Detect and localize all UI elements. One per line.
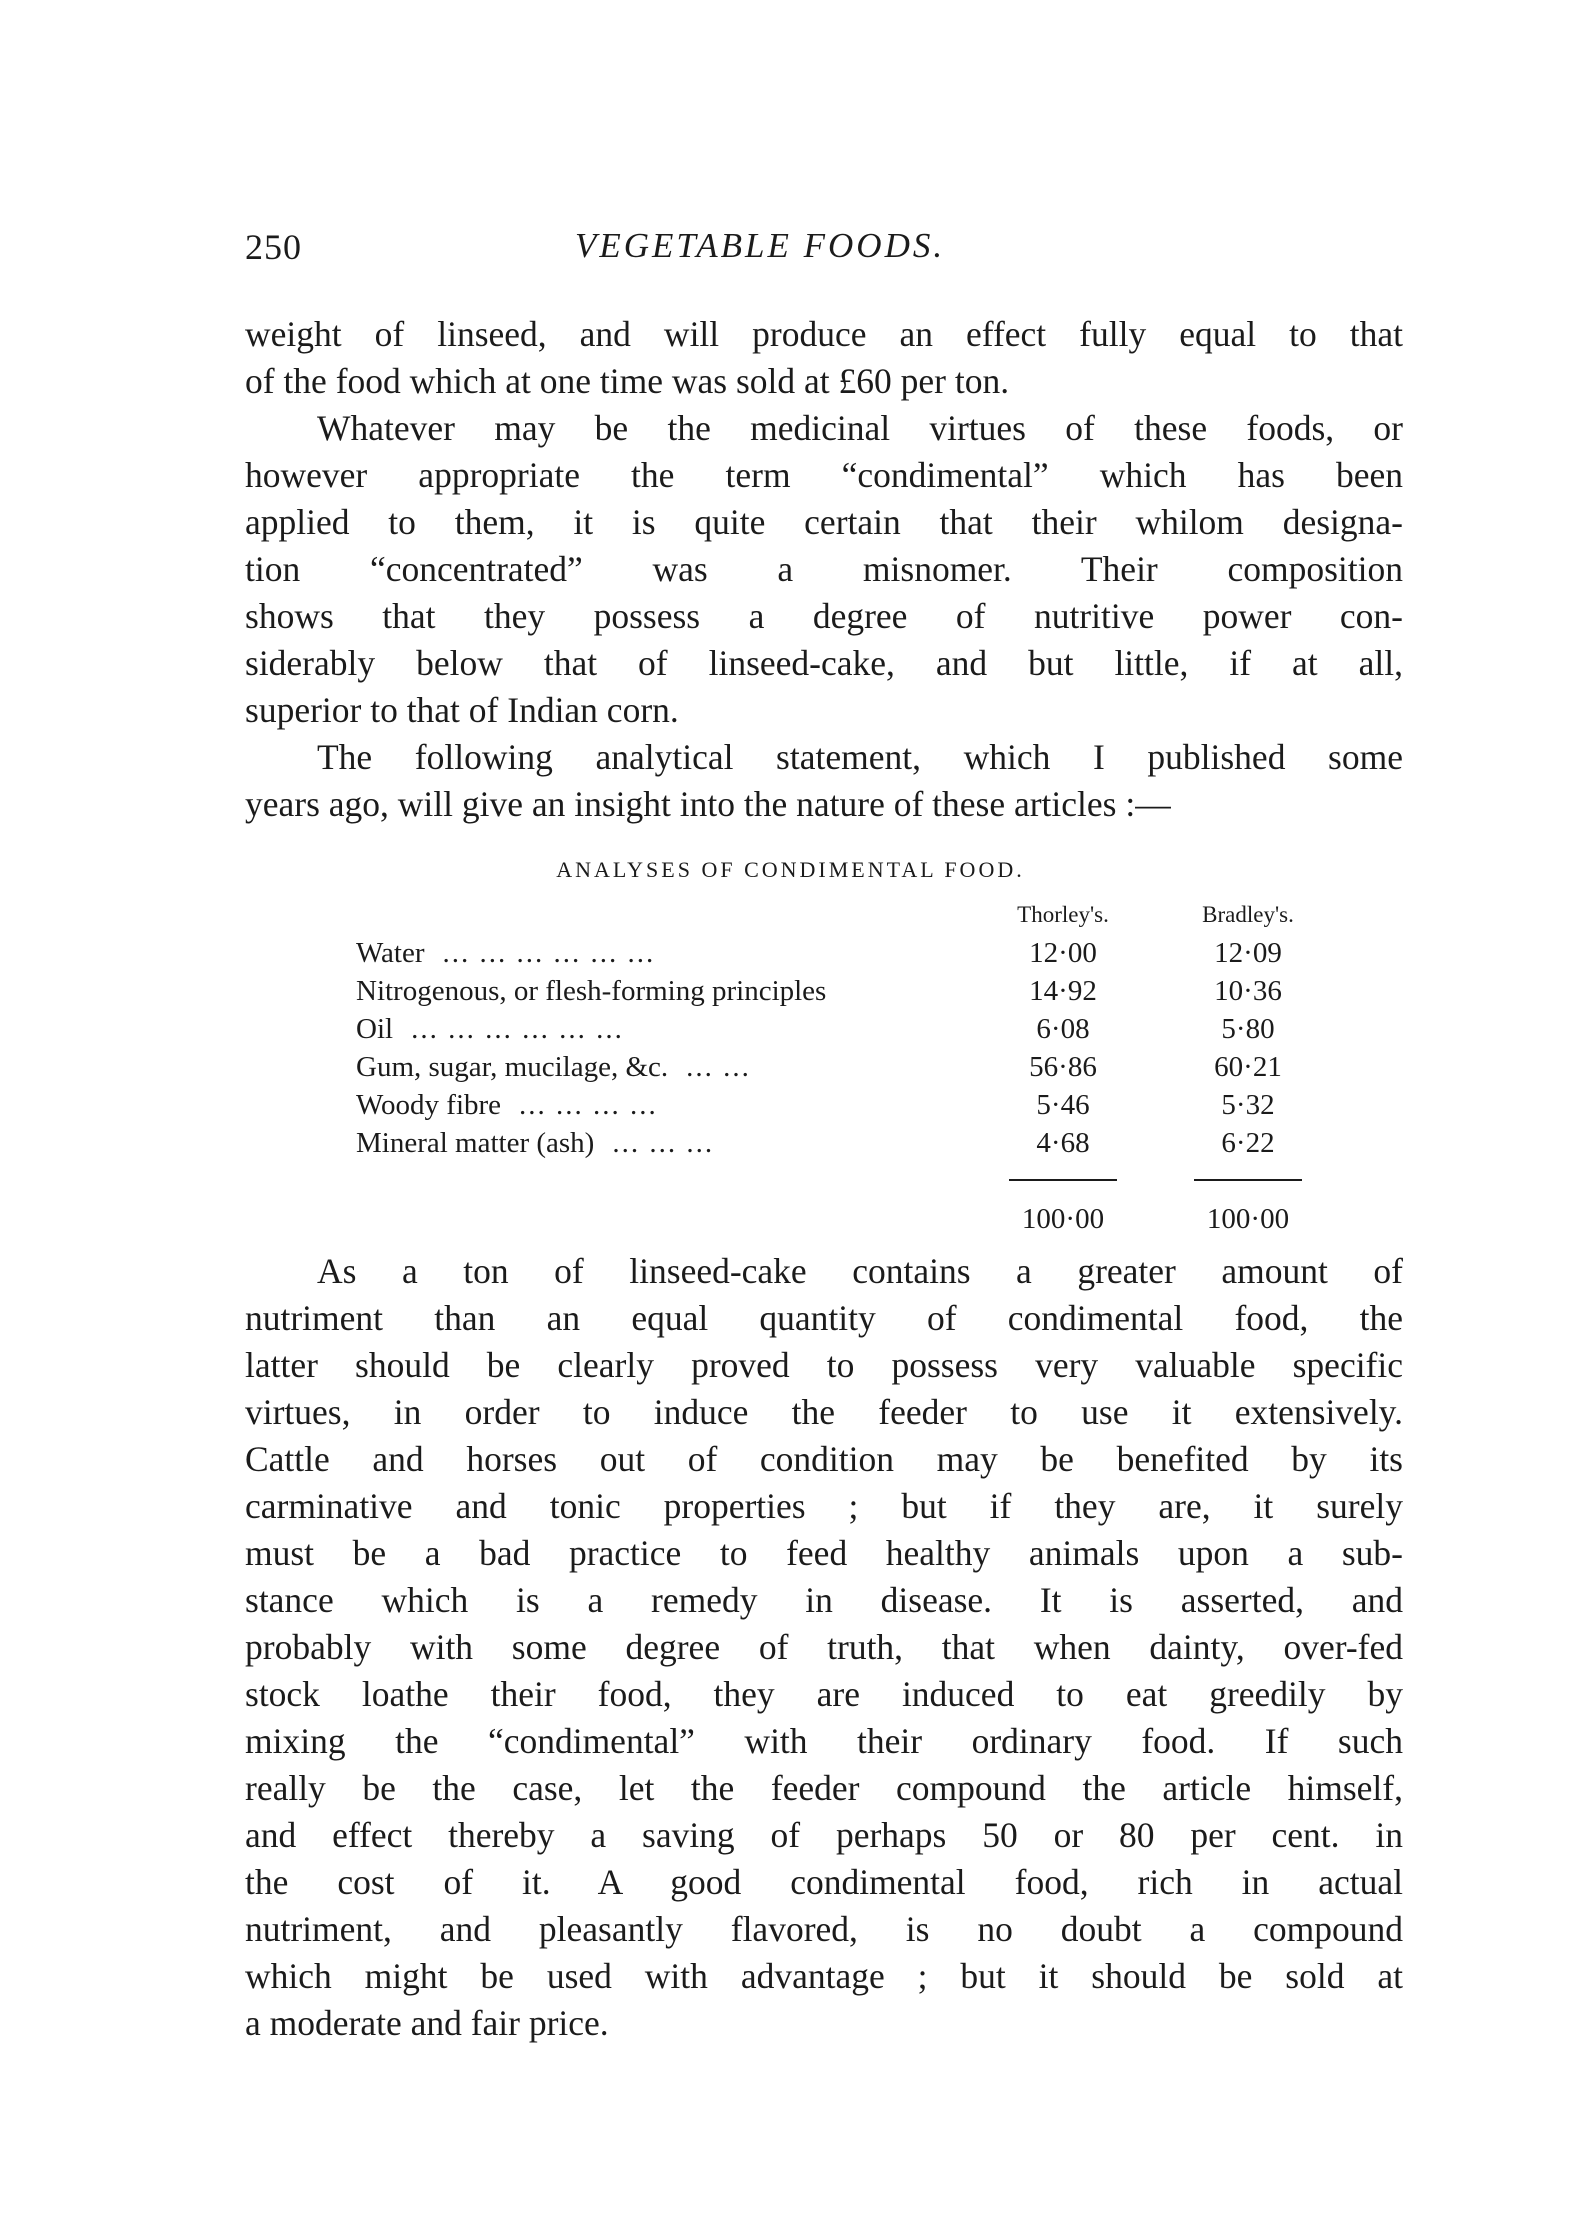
bradley-value: 5·32 — [1221, 1089, 1275, 1121]
text-line: must be a bad practice to feed healthy animals upon a sub- — [245, 1533, 1403, 1573]
text-line: superior to that of Indian corn. — [245, 690, 679, 730]
rule-bradley — [1148, 1162, 1348, 1200]
text-line: carminative and tonic properties ; but if they are, it surely — [245, 1486, 1403, 1526]
total-spacer — [356, 1200, 978, 1238]
text-line: virtues, in order to induce the feeder to use it extensively. — [245, 1392, 1403, 1432]
leader-dots: ... ... ... ... — [519, 1089, 658, 1121]
table-row — [356, 934, 1348, 972]
total-bradley: 100·00 — [1206, 1203, 1290, 1235]
text-line: of the food which at one time was sold at £60 per ton. — [245, 361, 1010, 401]
table-body — [356, 934, 1348, 1162]
thorley-value: 12·00 — [1029, 937, 1097, 969]
text-line: probably with some degree of truth, that when dainty, over-fed — [245, 1627, 1403, 1667]
leader-dots: ... ... — [686, 1051, 751, 1083]
table-header-blank — [356, 896, 978, 934]
rule-thorley — [978, 1162, 1148, 1200]
bradley-value: 6·22 — [1221, 1127, 1275, 1159]
text-line: tion “concentrated” was a misnomer. Their composition — [245, 549, 1403, 589]
text-line: latter should be clearly proved to possess very valuable specific — [245, 1345, 1403, 1385]
column-header-bradley: Bradley's. — [1202, 902, 1294, 927]
row-label: Woody fibre — [356, 1089, 502, 1121]
row-label: Nitrogenous, or flesh-forming principles — [356, 975, 827, 1007]
table-row — [356, 1048, 1348, 1086]
table-row — [356, 1010, 1348, 1048]
thorley-value: 56·86 — [1029, 1051, 1097, 1083]
text-line: years ago, will give an insight into the nature of these articles :— — [245, 784, 1171, 824]
bradley-value: 10·36 — [1214, 975, 1282, 1007]
analysis-table — [356, 896, 1348, 1238]
text-line: applied to them, it is quite certain that their whilom designa- — [245, 502, 1403, 542]
text-line: weight of linseed, and will produce an effect fully equal to that — [245, 314, 1403, 354]
row-label-cell — [356, 1010, 978, 1048]
table-header-row — [356, 896, 1348, 934]
column-header-thorley: Thorley's. — [1017, 902, 1109, 927]
row-label-cell — [356, 1124, 978, 1162]
row-label: Oil — [356, 1013, 394, 1045]
text-line: the cost of it. A good condimental food, rich in actual — [245, 1862, 1403, 1902]
rule-spacer — [356, 1162, 978, 1200]
text-line: a moderate and fair price. — [245, 2003, 609, 2043]
running-title: VEGETABLE FOODS. — [575, 226, 946, 265]
leader-dots: ... ... ... ... ... ... — [411, 1013, 624, 1045]
page-number: 250 — [245, 227, 302, 267]
bottom-paragraphs — [245, 1248, 1403, 2047]
text-line: stance which is a remedy in disease. It is asserted, and — [245, 1580, 1403, 1620]
text-line: mixing the “condimental” with their ordinary food. If such — [245, 1721, 1403, 1761]
text-line: siderably below that of linseed-cake, and but little, if at all, — [245, 643, 1403, 683]
page-header — [245, 226, 1405, 276]
text-line: Cattle and horses out of condition may be benefited by its — [245, 1439, 1403, 1479]
total-thorley: 100·00 — [1021, 1203, 1105, 1235]
row-label: Mineral matter (ash) — [356, 1127, 595, 1159]
thorley-value: 4·68 — [1036, 1127, 1090, 1159]
text-line: The following analytical statement, which I published some — [317, 737, 1403, 777]
thorley-value: 5·46 — [1036, 1089, 1090, 1121]
table-row — [356, 1086, 1348, 1124]
bradley-value: 5·80 — [1221, 1013, 1275, 1045]
total-row — [356, 1200, 1348, 1238]
leader-dots: ... ... ... ... ... ... — [442, 937, 656, 969]
bradley-value: 60·21 — [1214, 1051, 1282, 1083]
row-label-cell — [356, 934, 978, 972]
row-label-cell — [356, 1048, 978, 1086]
text-line: really be the case, let the feeder compound the article himself, — [245, 1768, 1403, 1808]
text-line: however appropriate the term “condimental” which has been — [245, 455, 1403, 495]
row-label-cell — [356, 1086, 978, 1124]
top-paragraphs — [245, 311, 1403, 828]
row-label-cell — [356, 972, 978, 1010]
rule-row — [356, 1162, 1348, 1200]
table-row — [356, 972, 1348, 1010]
bradley-value: 12·09 — [1214, 937, 1282, 969]
thorley-value: 6·08 — [1036, 1013, 1090, 1045]
text-line: stock loathe their food, they are induced to eat greedily by — [245, 1674, 1403, 1714]
row-label: Water — [356, 937, 425, 969]
table-title: ANALYSES OF CONDIMENTAL FOOD. — [556, 857, 1025, 882]
text-line: Whatever may be the medicinal virtues of these foods, or — [317, 408, 1403, 448]
thorley-value: 14·92 — [1029, 975, 1097, 1007]
text-line: nutriment, and pleasantly flavored, is no doubt a compound — [245, 1909, 1403, 1949]
text-line: and effect thereby a saving of perhaps 50 or 80 per cent. in — [245, 1815, 1403, 1855]
text-line: which might be used with advantage ; but it should be sold at — [245, 1956, 1403, 1996]
text-line: shows that they possess a degree of nutritive power con- — [245, 596, 1403, 636]
leader-dots: ... ... ... — [612, 1127, 715, 1159]
text-line: As a ton of linseed-cake contains a greater amount of — [317, 1251, 1403, 1291]
text-line: nutriment than an equal quantity of condimental food, the — [245, 1298, 1403, 1338]
table-row — [356, 1124, 1348, 1162]
row-label: Gum, sugar, mucilage, &c. — [356, 1051, 669, 1083]
